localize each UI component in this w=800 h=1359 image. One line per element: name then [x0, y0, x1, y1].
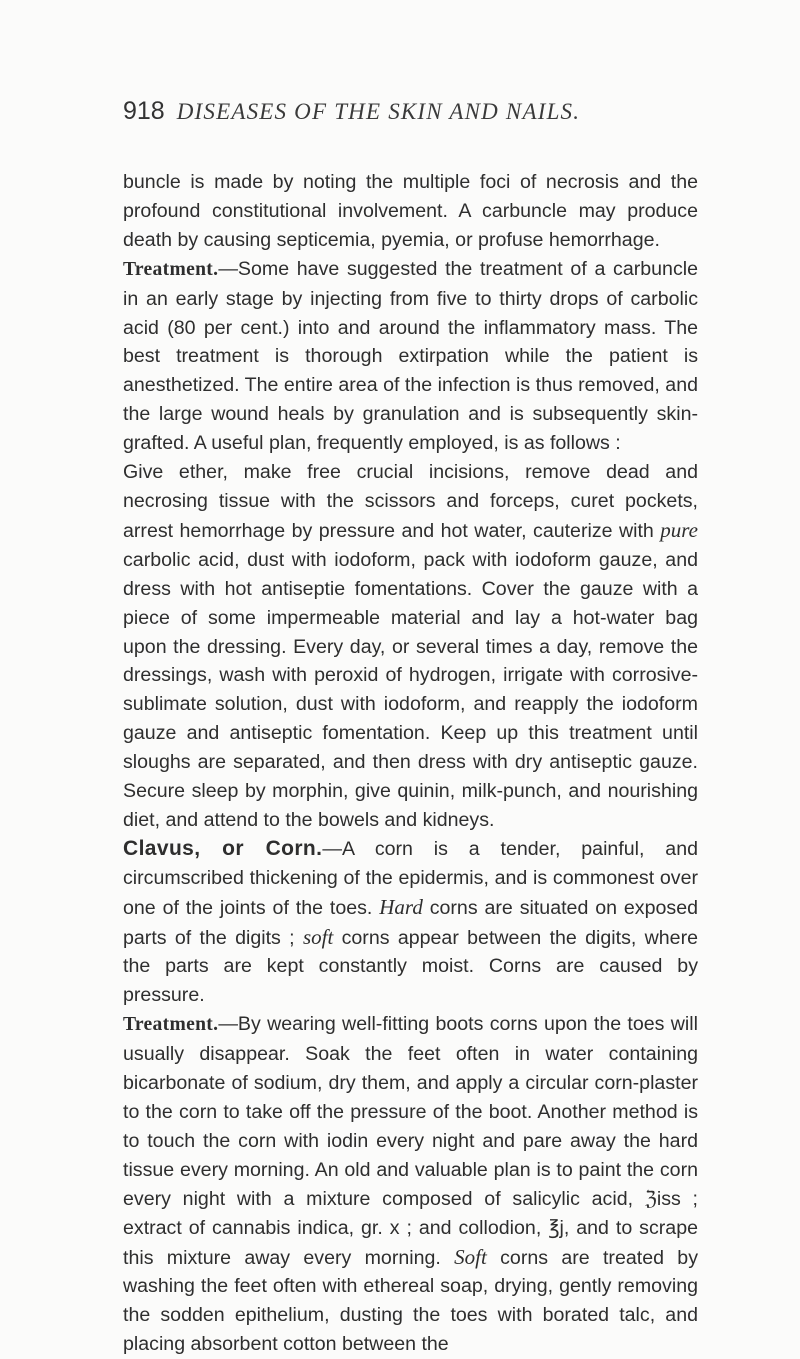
paragraph-text: corns appear between the digits, where the parts are kept constantly moist. Corns are caused by pressure. — [123, 926, 698, 1007]
paragraph-text: corns are treated by washing the feet often with ethereal soap, drying, gently removing the sodden epithelium, dusting the toes with borated talc, and placing absorbent cotton between the — [123, 1246, 698, 1356]
italic-term: Soft — [454, 1244, 487, 1269]
paragraph-corn-treatment — [123, 1010, 698, 1359]
paragraph-text: —A corn is a tender, painful, and circumscribed thickening of the epidermis, and is commonest over one of the joints of the toes. — [123, 837, 698, 919]
paragraph-text: Give ether, make free crucial incisions, remove dead and necrosing tissue with the scissors and forceps, curet pockets, arrest hemorrhage by pressure and hot water, cauterize with — [123, 461, 698, 542]
section-heading-treatment: Treatment. — [123, 258, 219, 280]
page-header — [123, 96, 580, 127]
running-head: DISEASES OF THE SKIN AND NAILS. — [176, 99, 581, 124]
paragraph-carbuncle-treatment — [123, 255, 698, 458]
section-heading-treatment: Treatment. — [123, 1014, 219, 1036]
italic-term: Hard — [379, 894, 423, 919]
italic-term: pure — [660, 517, 698, 542]
page-number: 918 — [123, 97, 165, 125]
body-text — [123, 168, 698, 1359]
paragraph-text: —By wearing well-fitting boots corns upon the toes will usually disappear. Soak the feet often in water containing bicarbonate of sodium, dry them, and apply a circular corn-plaster to the corn to take off the pressure of the boot. Another method is to touch the corn with iodin every night and pare away the hard tissue every morning. An old and valuable plan is to paint the corn every night with a mixture composed of salicylic acid, ℨiss ; extract of cannabis indica, gr. x ; and collodion, ℥j, and to scrape this mixture away every morning. — [123, 1013, 698, 1269]
paragraph-carbuncle-diagnosis — [123, 168, 698, 255]
paragraph-text: buncle is made by noting the multiple foci of necrosis and the profound constitutional involvement. A carbuncle may produce death by causing septicemia, pyemia, or profuse hemorrhage. — [123, 171, 698, 251]
section-heading-clavus: Clavus, or Corn. — [123, 836, 323, 860]
paragraph-text: —Some have suggested the treatment of a carbuncle in an early stage by injecting from five to thirty drops of carbolic acid (80 per cent.) into and around the inflammatory mass. The best treatment is thorough extirpation while the patient is anesthetized. The entire area of the infection is thus removed, and the large wound heals by granulation and is subsequently skin-grafted. A useful plan, frequently employed, is as follows : — [123, 257, 698, 455]
paragraph-text: carbolic acid, dust with iodoform, pack with iodoform gauze, and dress with hot antiseptie fomentations. Cover the gauze with a piece of some impermeable material and lay a hot-water bag upon the dressing. Every day, or several times a day, remove the dressings, wash with peroxid of hydrogen, irrigate with corrosive-sublimate solution, dust with iodoform, and reapply the iodoform gauze and antiseptic fomentation. Keep up this treatment until sloughs are separated, and then dress with dry antiseptic gauze. Secure sleep by morphin, give quinin, milk-punch, and nourishing diet, and attend to the bowels and kidneys. — [123, 548, 698, 831]
paragraph-treatment-plan — [123, 458, 698, 835]
italic-term: soft — [302, 924, 334, 949]
paragraph-text: corns are situated on exposed parts of the digits ; — [123, 896, 698, 949]
paragraph-clavus — [123, 835, 698, 1010]
